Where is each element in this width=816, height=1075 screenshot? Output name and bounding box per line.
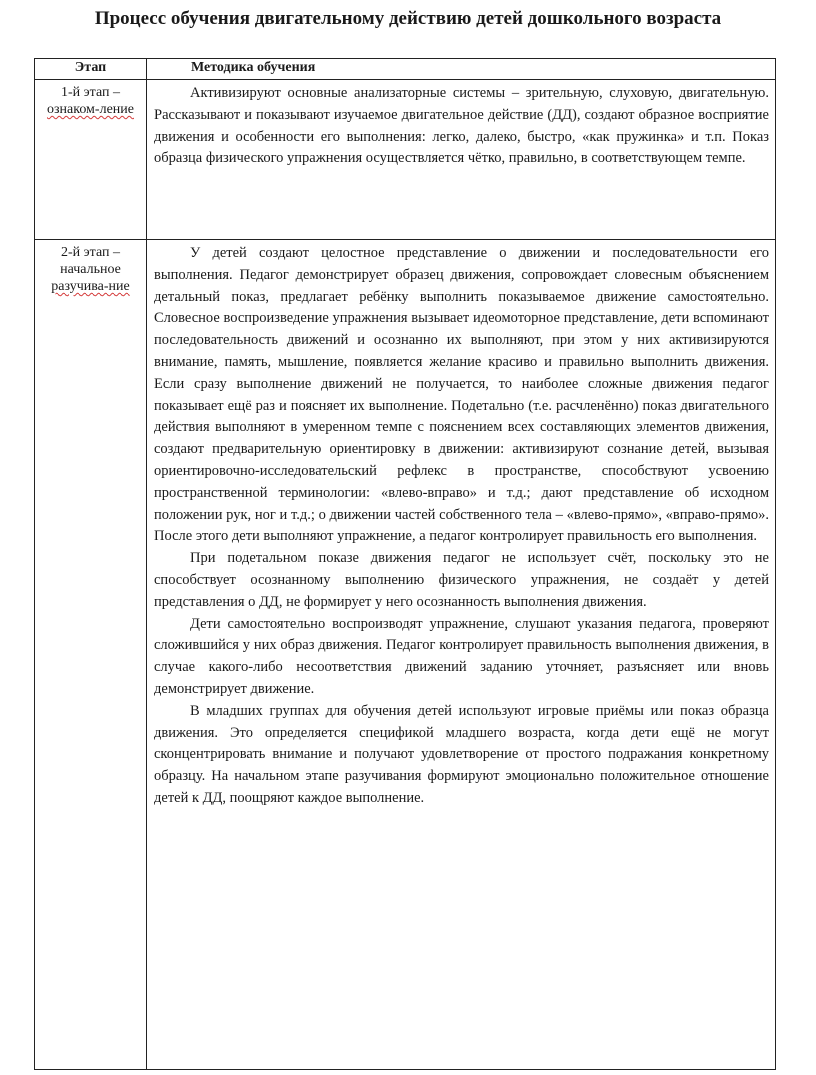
method-cell-1	[147, 80, 776, 240]
method-cell-2	[147, 240, 776, 1070]
methods-table	[34, 58, 776, 1070]
method-paragraph: В младших группах для обучения детей используют игровые приёмы или показ образца движения. Это определяется спецификой младшего возраста, когда дети ещё не могут сконцентрировать внимание и получают удовлетворение от простого подражания конкретному образцу. На начальном этапе разучивания формируют эмоционально положительное отношение детей к ДД, поощряют каждое выполнение.	[154, 702, 769, 806]
table-row	[35, 240, 776, 1070]
header-stage: Этап	[35, 59, 147, 80]
method-paragraph: У детей создают целостное представление о движении и последовательности его выполнения. Педагог демонстрирует образец движения, сопровождает словесным объяснением детальный показ, предлагает ребёнку выполнить показываемое движение самостоятельно. Словесное воспроизведение упражнения вызывает идеомоторное представление, дети вспоминают последовательность движений и осознанно их выполняют, при этом у них активизируются внимание, память, мышление, появляется желание красиво и правильно выполнить движения. Если сразу выполнение движений не получается, то наиболее сложные движения педагог показывает ещё раз и поясняет их выполнение. Подетально (т.е. расчленённо) показ двигательного действия выполняют в умеренном темпе с пояснением всех составляющих элементов движения, создают предварительную ориентировку в движении: активизируют сознание детей, вызывая ориентировочно-исследовательский рефлекс в пространстве, способствуют усвоению пространственной терминологии: «влево-вправо» и т.д.; дают представление об исходном положении рук, ног и т.д.; о движении частей собственного тела – «влево-прямо», «вправо-прямо». После этого дети выполняют упражнение, а педагог контролирует правильность его выполнения.	[154, 245, 769, 545]
stage-cell-2	[35, 240, 147, 1070]
document-title: Процесс обучения двигательному действию детей дошкольного возраста	[94, 8, 722, 29]
table-header-row	[35, 59, 776, 80]
table-row	[35, 80, 776, 240]
stage-name: ознаком-ление	[47, 102, 134, 117]
stage-cell-1	[35, 80, 147, 240]
stage-name-line2: разучива-ние	[51, 279, 130, 294]
method-paragraph: Активизируют основные анализаторные системы – зрительную, слуховую, двигательную. Рассказывают и показывают изучаемое двигательное действие (ДД), создают образное восприятие движения и особенности его выполнения: легко, далеко, быстро, «как пружинка» и т.п. Показ образца физического упражнения осуществляется чётко, правильно, в соответствующем темпе.	[154, 85, 769, 167]
method-paragraph: При подетальном показе движения педагог не использует счёт, поскольку это не способствует осознанному выполнению физического упражнения, не создаёт у детей представления о ДД, не формирует у него осознанность выполнения движения.	[154, 550, 769, 610]
method-paragraph: Дети самостоятельно воспроизводят упражнение, слушают указания педагога, проверяют сложившийся у них образ движения. Педагог контролирует правильность выполнения движения, в случае какого-либо несоответствия движений заданию уточняет, разъясняет или вновь демонстрирует движение.	[154, 615, 769, 697]
header-method: Методика обучения	[147, 59, 776, 80]
stage-name-line1: начальное	[60, 262, 121, 277]
stage-prefix: 1-й этап –	[61, 85, 120, 100]
stage-prefix: 2-й этап –	[61, 245, 120, 260]
